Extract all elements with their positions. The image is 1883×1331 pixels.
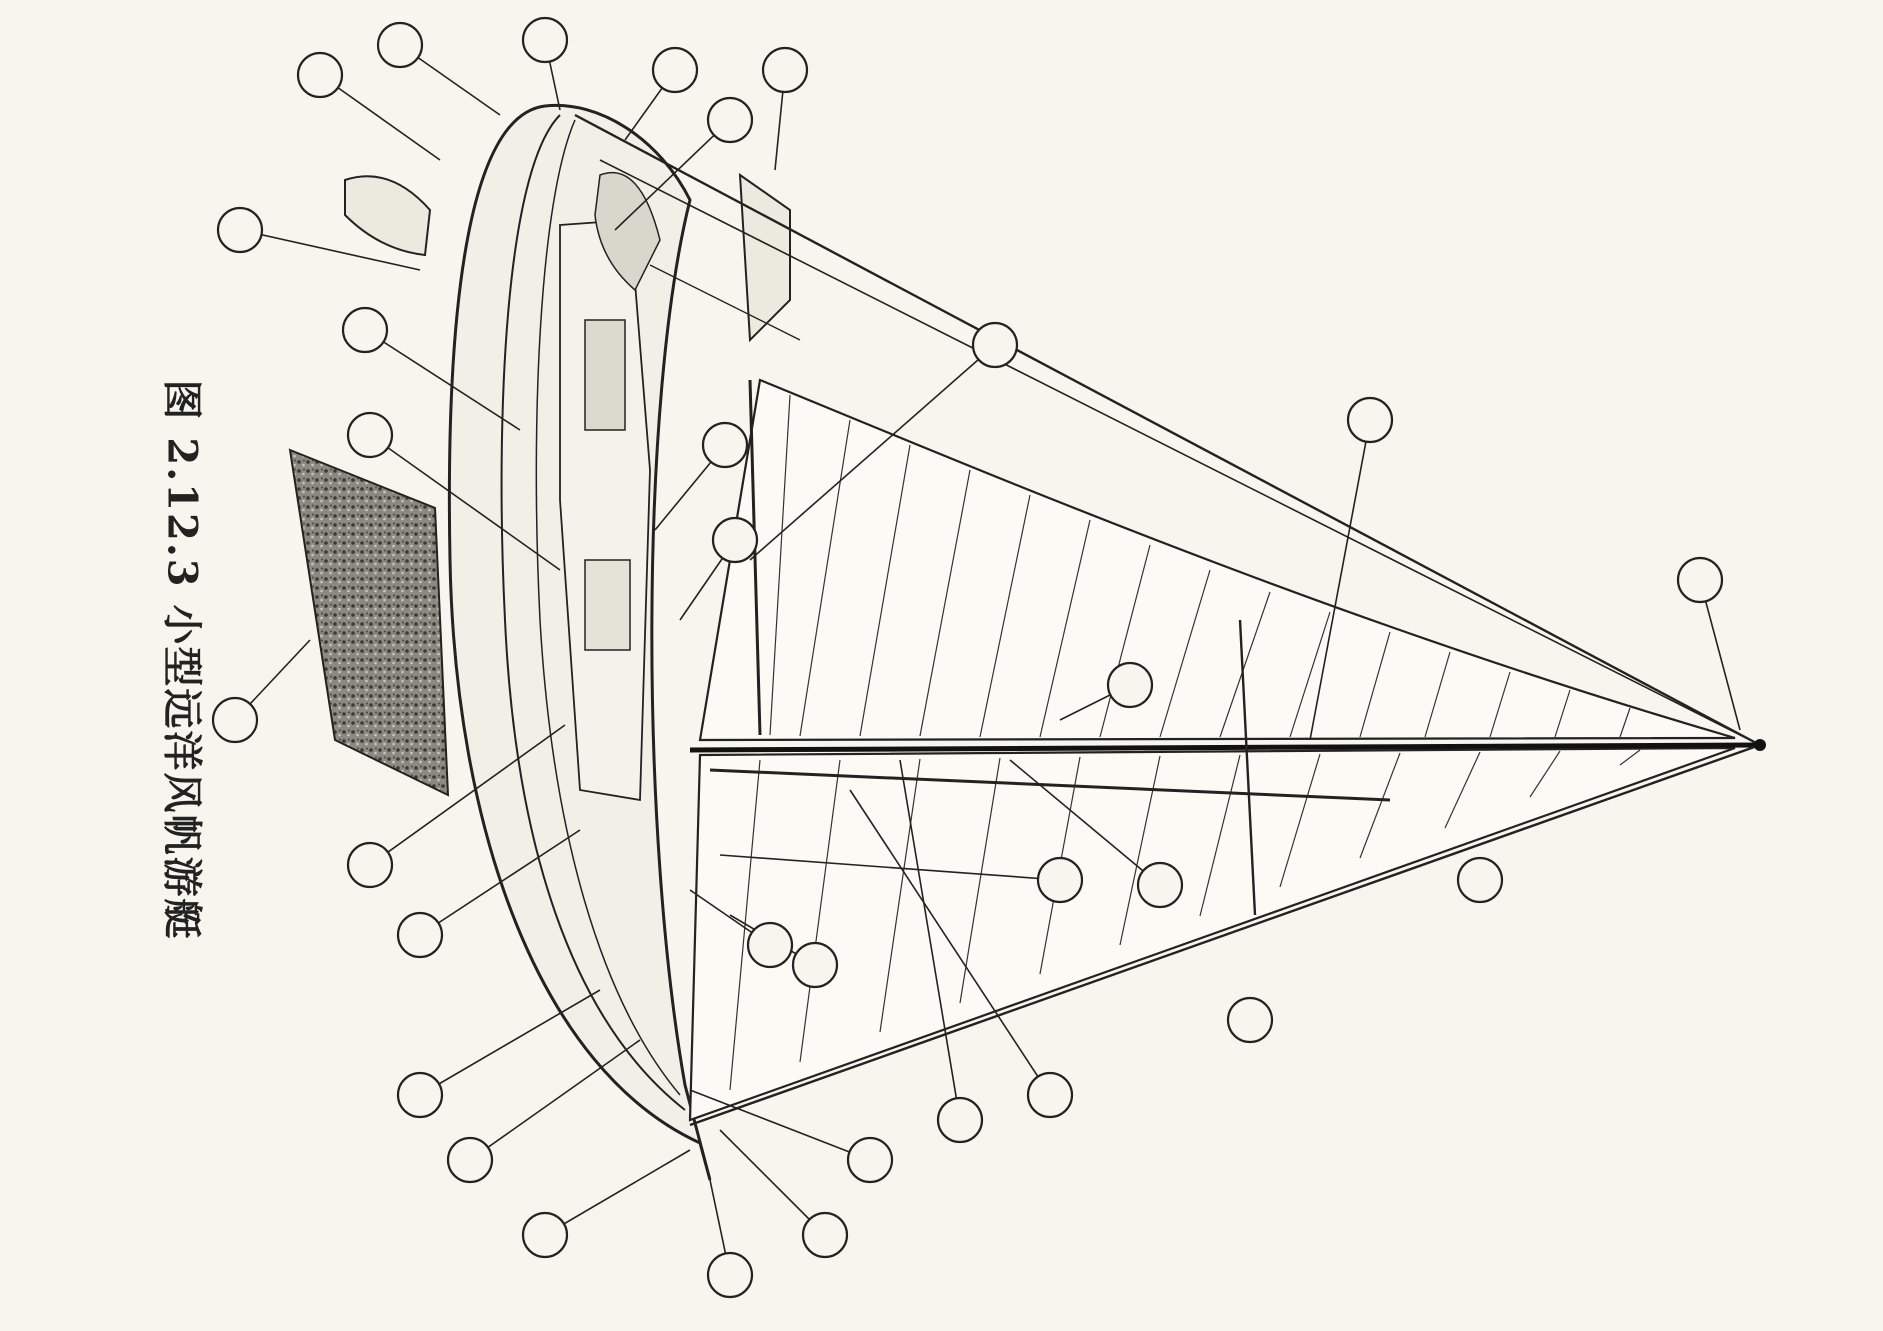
callout-c5 bbox=[708, 98, 752, 142]
callout-c6 bbox=[763, 48, 807, 92]
mizzen-sail bbox=[740, 175, 790, 340]
callout-c32 bbox=[1458, 858, 1502, 902]
callout-c17 bbox=[1678, 558, 1722, 602]
callout-c21 bbox=[793, 943, 837, 987]
jib-sail bbox=[690, 748, 1735, 1120]
keel bbox=[290, 450, 448, 795]
callout-c4 bbox=[653, 48, 697, 92]
callout-c11 bbox=[348, 843, 392, 887]
cabin-window bbox=[585, 320, 625, 430]
callout-c2 bbox=[378, 23, 422, 67]
mast-head bbox=[1754, 739, 1766, 751]
callout-c20 bbox=[748, 923, 792, 967]
callout-c12 bbox=[398, 913, 442, 957]
callout-c29 bbox=[1028, 1073, 1072, 1117]
rudder bbox=[345, 176, 430, 255]
callout-c8 bbox=[343, 308, 387, 352]
callout-c7 bbox=[218, 208, 262, 252]
callout-c13 bbox=[703, 423, 747, 467]
callout-c25 bbox=[708, 1253, 752, 1297]
callout-c18 bbox=[1108, 663, 1152, 707]
main-sail bbox=[700, 380, 1735, 740]
callout-c14 bbox=[713, 518, 757, 562]
callout-c31 bbox=[1228, 998, 1272, 1042]
callout-c22 bbox=[398, 1073, 442, 1117]
cabin-hatch bbox=[585, 560, 630, 650]
callout-c26 bbox=[803, 1213, 847, 1257]
callout-c16 bbox=[1348, 398, 1392, 442]
callout-c10 bbox=[213, 698, 257, 742]
callout-c30 bbox=[1138, 863, 1182, 907]
callout-c15 bbox=[973, 323, 1017, 367]
callout-c23 bbox=[448, 1138, 492, 1182]
callout-c9 bbox=[348, 413, 392, 457]
callout-c27 bbox=[848, 1138, 892, 1182]
callout-c1 bbox=[298, 53, 342, 97]
callout-c19 bbox=[1038, 858, 1082, 902]
callout-c28 bbox=[938, 1098, 982, 1142]
callout-c3 bbox=[523, 18, 567, 62]
figure-caption: 图 2.12.3 小型远洋风帆游艇 bbox=[158, 379, 206, 941]
callout-c24 bbox=[523, 1213, 567, 1257]
